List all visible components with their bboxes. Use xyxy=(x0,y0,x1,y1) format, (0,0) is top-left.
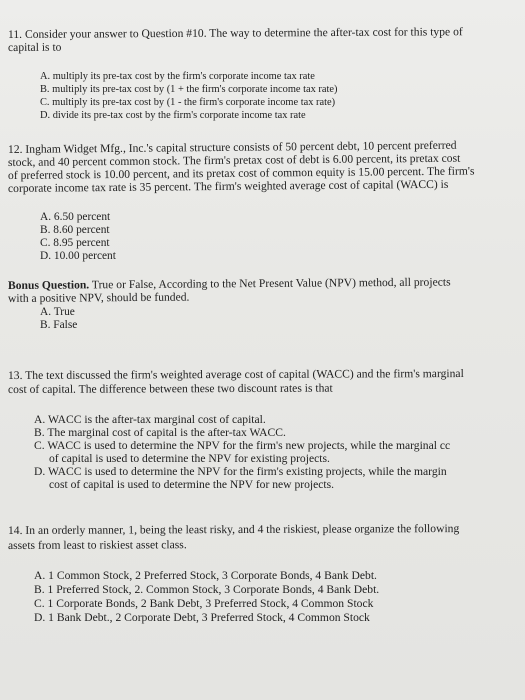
q11-option-a: A. multiply its pre-tax cost by the firm's corporate income tax rate xyxy=(40,71,315,82)
q13-option-b: B. The marginal cost of capital is the after-tax WACC. xyxy=(34,426,286,439)
q14-prompt-line-2: assets from least to riskiest asset class. xyxy=(7,538,187,552)
q12-prompt-line-3: of preferred stock is 10.00 percent, and its pretax cost of common equity is 15.00 percent. The firm's xyxy=(7,164,475,182)
q12-prompt-line-4: corporate income tax rate is 35 percent. The firm's weighted average cost of capital (WACC) is xyxy=(7,177,449,195)
bonus-option-a: A. True xyxy=(40,306,75,318)
bonus-prompt-line-1-text: True or False, According to the Net Present Value (NPV) method, all projects xyxy=(89,275,451,292)
q13-option-a: A. WACC is the after-tax marginal cost of capital. xyxy=(34,413,266,426)
q14-option-b: B. 1 Preferred Stock, 2. Common Stock, 3 Corporate Bonds, 4 Bank Debt. xyxy=(34,583,380,596)
q14-option-d: D. 1 Bank Debt., 2 Corporate Debt, 3 Preferred Stock, 4 Common Stock xyxy=(34,611,370,624)
q13-prompt-line-1: 13. The text discussed the firm's weighted average cost of capital (WACC) and the firm's marginal xyxy=(7,367,464,382)
q14-option-c: C. 1 Corporate Bonds, 2 Bank Debt, 3 Preferred Stock, 4 Common Stock xyxy=(34,597,374,610)
q12-option-d: D. 10.00 percent xyxy=(40,250,116,262)
q14-prompt-line-1: 14. In an orderly manner, 1, being the least risky, and 4 the riskiest, please organize the following xyxy=(7,522,460,537)
q12-prompt-line-1: 12. Ingham Widget Mfg., Inc.'s capital structure consists of 50 percent debt, 10 percent preferred xyxy=(7,138,457,156)
q14-option-a: A. 1 Common Stock, 2 Preferred Stock, 3 Corporate Bonds, 4 Bank Debt. xyxy=(34,569,377,582)
q11-option-d: D. divide its pre-tax cost by the firm's corporate income tax rate xyxy=(40,110,306,121)
q11-option-c: C. multiply its pre-tax cost by (1 - the firm's corporate income tax rate) xyxy=(40,97,336,108)
q13-prompt-line-2: cost of capital. The difference between these two discount rates is that xyxy=(7,381,333,396)
q13-option-c-continued: of capital is used to determine the NPV for existing projects. xyxy=(49,452,330,465)
bonus-label: Bonus Question. xyxy=(7,278,90,292)
q11-prompt-line-1: 11. Consider your answer to Question #10. The way to determine the after-tax cost for this type of xyxy=(7,25,463,41)
bonus-prompt-line-2: with a positive NPV, should be funded. xyxy=(7,290,190,305)
q11-prompt-line-2: capital is to xyxy=(7,40,62,54)
q13-option-c: C. WACC is used to determine the NPV for the firm's new projects, while the marginal cc xyxy=(34,439,451,452)
q12-option-c: C. 8.95 percent xyxy=(40,237,110,249)
q12-option-b: B. 8.60 percent xyxy=(40,224,110,236)
q12-prompt-line-2: stock, and 40 percent common stock. The firm's pretax cost of debt is 6.00 percent, its pretax cost xyxy=(7,151,461,169)
q12-option-a: A. 6.50 percent xyxy=(40,211,111,223)
q13-option-d: D. WACC is used to determine the NPV for the firm's existing projects, while the margin xyxy=(34,465,447,478)
bonus-option-b: B. False xyxy=(40,319,78,331)
q13-option-d-continued: cost of capital is used to determine the NPV for new projects. xyxy=(49,478,335,491)
q11-option-b: B. multiply its pre-tax cost by (1 + the firm's corporate income tax rate) xyxy=(40,84,338,95)
bonus-prompt-line-1 xyxy=(8,276,451,292)
